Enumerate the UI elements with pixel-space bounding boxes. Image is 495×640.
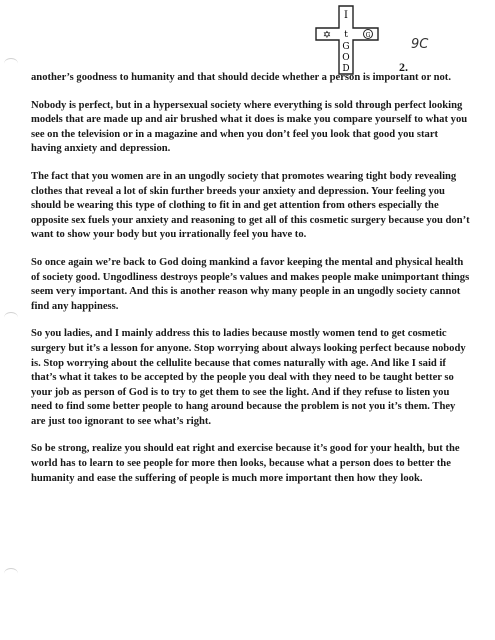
hand-drawn-cross-icon <box>312 4 382 76</box>
paragraph: So be strong, realize you should eat right and exercise because it’s good for your health, but the world has to learn to see people for more then looks, because what a person does to better the humanity and ease the suffering of people is much more important then how they look. <box>31 443 460 484</box>
cross-letter: O <box>342 53 350 63</box>
paragraph: The fact that you women are in an ungodly society that promotes wearing tight body revealing clothes that reveal a lot of skin further breeds your anxiety and depression. Your feeling you should be wearing this type of clothing to fit in and get attention from others especially the opposite sex fuels your anxiety and reasoning to get all of this cosmetic surgery because you don’t want to show your body but you irrationally feel you have to. <box>31 170 470 241</box>
cross-top-letter: I <box>344 10 348 21</box>
star-of-david-icon: ✡ <box>322 30 332 41</box>
punch-hole-mark <box>4 58 18 69</box>
handwritten-note: 9C <box>411 37 429 52</box>
cross-letter: G <box>342 42 350 52</box>
paragraph: So once again we’re back to God doing mankind a favor keeping the mental and physical health of society good. Ungodliness destroys people’s values and makes people make unimportant things seem very important. And this is another reason why many people in an ungodly society cannot find any happiness. <box>31 256 470 312</box>
paragraph: another’s goodness to humanity and that should decide whether a person is important or not. <box>31 72 451 83</box>
punch-hole-mark <box>4 312 18 323</box>
page-number: 2. <box>399 60 408 74</box>
body-text <box>31 71 471 499</box>
paragraph: Nobody is perfect, but in a hypersexual society where everything is sold through perfect looking models that are made up and air brushed what it does is make you compare yourself to what you see on the television or in a magazine and when you don’t feel you look that good you start having anxiety and depression. <box>31 99 468 155</box>
punch-hole-mark <box>4 568 18 579</box>
paragraph: So you ladies, and I mainly address this to ladies because mostly women tend to get cosmetic surgery but it’s a lesson for anyone. Stop worrying about always looking perfect because nobody is. Stop worrying about the cellulite because that comes naturally with age. And like I said if that’s what it takes to be accepted by the people you deal with they need to be taught better so your job as person of God is to try to get them to see the light. And if they refuse to listen you need to find some better people to hang around because the problem is not you it’s them. They are just too ignorant to see what’s right. <box>31 328 466 427</box>
cross-circle-letter: G <box>365 32 371 39</box>
cross-letter: D <box>342 64 350 74</box>
cross-letter: t <box>344 30 348 40</box>
